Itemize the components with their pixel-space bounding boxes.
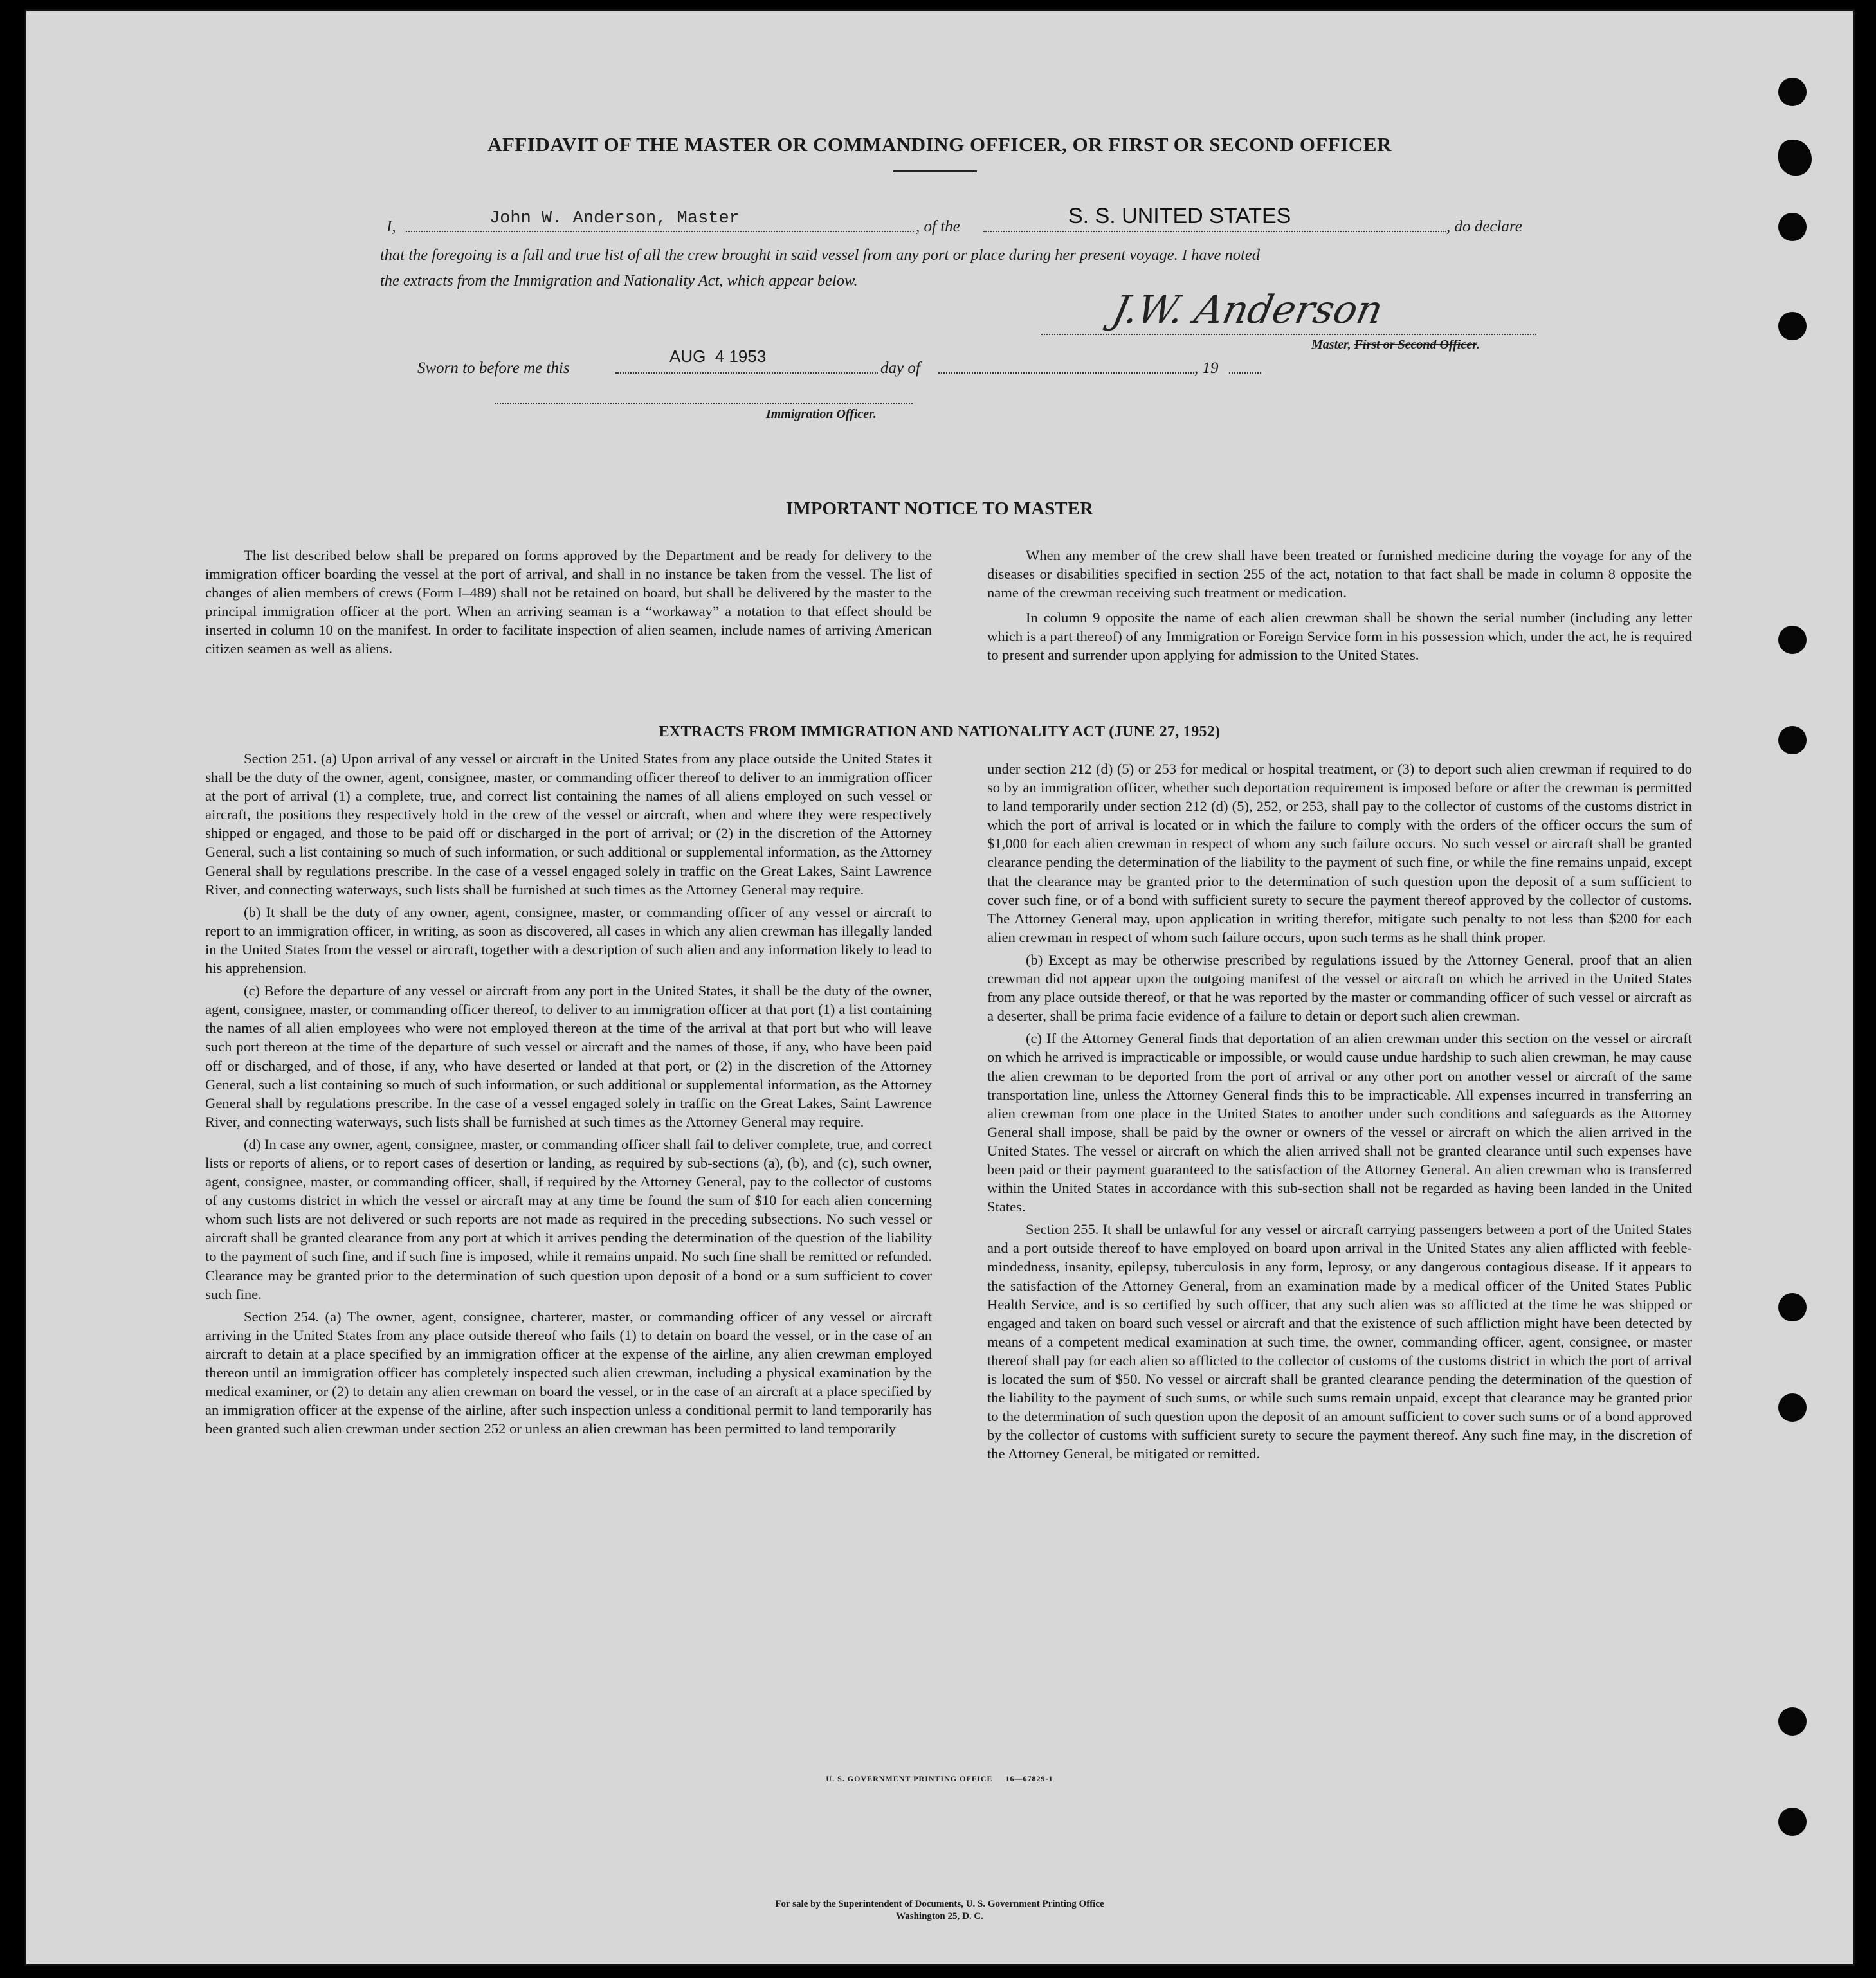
extract-paragraph: (c) If the Attorney General finds that deportation of an alien crewman under this section on the vessel or aircraft on which he arrived is impracticable or impossible, or would cause undue hardship to such alien crewman, he may cause the alien crewman to be deported from the port of arrival or any other port on another vessel or aircraft of the same transportation line, unless the Attorney General finds this to be impracticable. All expenses incurred in transferring an alien crewman from one place in the United States to another under such conditions and safeguards as the Attorney General shall impose, shall be paid by the owner or owners of the vessel or aircraft on which the alien arrived in the United States. The vessel or aircraft on which the alien arrived shall not be granted clearance until such expenses have been paid or their payment guaranteed to the satisfaction of the Attorney General. An alien crewman who is transferred within the United States in accordance with this sub-section shall not be regarded as having been landed in the United States. (987, 1030, 1692, 1215)
month-line (938, 372, 1194, 374)
notice-right-paragraph-2: In column 9 opposite the name of each alien crewman shall be shown the serial number (including any letter which is a part thereof) of any Immigration or Foreign Service form in his possession which, under the act, he is required to present and surrender upon applying for admission to the United States. (987, 610, 1692, 664)
extract-paragraph: under section 212 (d) (5) or 253 for medical or hospital treatment, or (3) to deport such alien crewman if required to do so by an immigration officer, whether such deportation requirement is imposed before or after the crewman is permitted to land temporarily under section 212 (d) (5), 252, or 253, shall pay to the collector of customs of the customs district in which the port of arrival is located or in which the failure to comply with the orders of the officer occurs the sum of $1,000 for each alien crewman in respect of whom any such failure occurs. No such vessel or aircraft shall be granted clearance pending the determination of the liability to the payment of such fine, or while the fine remains unpaid, except that the clearance may be granted prior to the determination of such question upon the deposit of a sum sufficient to cover such fine, or of a bond with sufficient surety to secure the payment thereof approved by the collector of customs. The Attorney General may, upon application in writing therefor, mitigate such penalty to not less than $200 for each alien crewman in respect of whom such failure occurs, upon such terms as he shall think proper. (987, 761, 1692, 945)
extract-paragraph: (d) In case any owner, agent, consignee, master, or commanding officer shall fail to deliver complete, true, and correct lists or reports of aliens, or to report cases of desertion or landing, as required by sub-sections (a), (b), and (c), such owner, agent, consignee, master, or commanding officer, shall, if required by the Attorney General, pay to the collector of customs of any customs district in which the vessel or aircraft may at any time be found the sum of $10 for each alien concerning whom such lists are not delivered or such reports are not made as required in the preceding subsections. No such vessel or aircraft shall be granted clearance from any port at which it arrives pending the determination of the question of the liability to the payment of such fine, and if such fine is imposed, while it remains unpaid. No such fine shall be remitted or refunded. Clearance may be granted prior to the determination of such question upon deposit of a bond or a sum sufficient to cover such fine. (205, 1136, 932, 1302)
statement-line-2: the extracts from the Immigration and Nationality Act, which appear below. (380, 272, 858, 289)
extract-paragraph: (b) It shall be the duty of any owner, agent, consignee, master, or commanding officer of any vessel or aircraft to report to an immigration officer, in writing, as soon as discovered, all cases in which any alien crewman has illegally landed in the United States from the vessel or aircraft, together with a description of such alien and any information likely to lead to his apprehension. (205, 903, 932, 977)
do-declare-label: , do declare (1446, 218, 1522, 235)
declarant-name: John W. Anderson, Master (489, 209, 740, 228)
punch-hole (1778, 626, 1807, 654)
notice-right-column (987, 546, 1692, 665)
punch-hole (1778, 1393, 1807, 1422)
notice-title: IMPORTANT NOTICE TO MASTER (786, 498, 1093, 519)
extract-paragraph: Section 254. (a) The owner, agent, consignee, charterer, master, or commanding officer of any vessel or aircraft arriving in the United States from any place outside thereof who fails (1) to detain on board the vessel, or in the case of an aircraft to detain at a place specified by an immigration officer at the expense of the airline, any alien crewman employed thereon until an immigration officer has completely inspected such alien crewman, including a physical examination by the medical examiner, or (2) to detain any alien crewman on board the vessel, or in the case of an aircraft at a place specified by an immigration officer at the expense of the airline, after such inspection unless a conditional permit to land temporarily has been granted such alien crewman under section 252 or unless an alien crewman has been permitted to land temporarily (205, 1308, 932, 1437)
date-stamp: AUG 4 1953 (669, 347, 767, 366)
sworn-label: Sworn to before me this (417, 359, 570, 377)
vessel-line (983, 231, 1446, 232)
punch-hole (1778, 213, 1807, 241)
struck-officer-label: First or Second Officer (1354, 338, 1477, 352)
i-label: I, (387, 218, 396, 235)
signature-line (1041, 334, 1536, 335)
notice-left-column (205, 546, 932, 658)
master-label-end: . (1476, 338, 1480, 352)
master-signature: J.W. Anderson (1108, 287, 1387, 332)
punch-hole (1778, 1707, 1807, 1736)
extract-paragraph: (c) Before the departure of any vessel or aircraft from any port in the United States, it shall be the duty of the owner, agent, consignee, master, or commanding officer thereof, to deliver to an immigration officer at that port (1) a list containing the names of all alien employees who were not employed thereon at the time of the arrival at that port but who will leave such port thereon at the time of the departure of such vessel or aircraft and the names of those, if any, who have been paid off or discharged, and of those, if any, who have deserted or landed at that port, or (2) in the discretion of the Attorney General, such a list containing so much of such information, or such additional or supplemental information, as the Attorney General shall by regulations prescribe. In the case of a vessel engaged solely in traffic on the Great Lakes, Saint Lawrence River, and connecting waterways, such lists shall be furnished at such times as the Attorney General may require. (205, 983, 932, 1130)
year-line (1229, 372, 1261, 374)
statement-line-1: that the foregoing is a full and true list of all the crew brought in said vessel from any port or place during her present voyage. I have noted (380, 246, 1260, 264)
notice-left-paragraph: The list described below shall be prepared on forms approved by the Department and be ready for delivery to the immigration officer boarding the vessel at the port of arrival, and shall in no instance be taken from the vessel. The list of changes of alien members of crews (Form I–489) shall not be retained on board, but shall be delivered by the master to the principal immigration officer at the port. When an arriving seaman is a “workaway” a notation to that effect should be inserted in column 10 on the manifest. In order to facilitate inspection of alien seamen, include names of arriving American citizen seamen as well as aliens. (205, 547, 932, 657)
master-label: Master, (1311, 338, 1351, 352)
printing-office-imprint: U. S. GOVERNMENT PRINTING OFFICE 16—67829-1 (826, 1774, 1053, 1783)
document-page (24, 9, 1855, 1966)
extract-paragraph: (b) Except as may be otherwise prescribed by regulations issued by the Attorney General, proof that an alien crewman did not appear upon the outgoing manifest of the vessel or aircraft on which he arrived in the United States from any place outside thereof, or that he was reported by the master or commanding officer of such vessel or aircraft as a deserter, shall be prima facie evidence of a failure to detain or deport such alien crewman. (987, 951, 1692, 1024)
extracts-title: EXTRACTS FROM IMMIGRATION AND NATIONALITY ACT (JUNE 27, 1952) (659, 723, 1221, 740)
declarant-line (406, 231, 914, 232)
extract-paragraph: Section 251. (a) Upon arrival of any vessel or aircraft in the United States from any place outside the United States it shall be the duty of the owner, agent, consignee, master, or commanding officer thereof to deliver to an immigration officer at the port of arrival (1) a complete, true, and correct list containing the names of all aliens employed on such vessel or aircraft, the positions they respectively hold in the crew of the vessel or aircraft, when and where they were respectively shipped or engaged, and those to be paid off or discharged in the port of arrival; or (2) in the discretion of the Attorney General, such a list containing so much of such information, or such additional or supplemental information, as the Attorney General shall by regulations prescribe. In the case of a vessel engaged solely in traffic on the Great Lakes, Saint Lawrence River, and connecting waterways, such lists shall be furnished at such times as the Attorney General may require. (205, 750, 932, 898)
punch-hole (1778, 1808, 1807, 1836)
footer-line-1: For sale by the Superintendent of Documents, U. S. Government Printing Office (775, 1899, 1104, 1909)
extracts-left-column (205, 749, 932, 1438)
footer-line-2: Washington 25, D. C. (896, 1911, 983, 1921)
punch-hole (1778, 1293, 1807, 1321)
punch-hole (1778, 312, 1807, 340)
sworn-date-line (615, 372, 878, 374)
vessel-name: S. S. UNITED STATES (1068, 204, 1291, 228)
of-the-label: , of the (916, 218, 960, 235)
day-of-label: day of (880, 359, 920, 377)
officer-label: Immigration Officer. (766, 407, 877, 421)
punch-hole (1778, 78, 1807, 106)
sale-footer (26, 1898, 1853, 1923)
title-rule (893, 170, 977, 172)
extracts-right-column (987, 759, 1692, 1463)
notice-right-paragraph-1: When any member of the crew shall have been treated or furnished medicine during the voyage for any of the diseases or disabilities specified in section 255 of the act, notation to that fact shall be made in column 8 opposite the name of the crewman receiving such treatment or medication. (987, 547, 1692, 601)
officer-line (495, 403, 913, 404)
extract-paragraph: Section 255. It shall be unlawful for any vessel or aircraft carrying passengers between a port of the United States and a port outside thereof to have employed on board upon arrival in the United States any alien afflicted with feeble-mindedness, insanity, epilepsy, tuberculosis in any form, leprosy, or any dangerous contagious disease. If it appears to the satisfaction of the Attorney General, from an examination made by a medical officer of the United States Public Health Service, and is so certified by such officer, that any such alien was so afflicted at the time he was shipped or engaged and taken on board such vessel or aircraft and that the existence of such affliction might have been detected by means of a competent medical examination at such time, the owner, commanding officer, agent, consignee, or master thereof shall pay for each alien so afflicted to the collector of customs of the customs district in which the port of arrival is located the sum of $50. No vessel or aircraft shall be granted clearance pending the determination of the question of the liability to the payment of such sums, or while such sums remain unpaid, except that clearance may be granted prior to the determination of such question upon the deposit of an amount sufficient to cover such sums or of a bond approved by the collector of customs with sufficient surety to secure the payment thereof. Any such fine may, in the discretion of the Attorney General, be mitigated or remitted. (987, 1221, 1692, 1462)
affidavit-title: AFFIDAVIT OF THE MASTER OR COMMANDING OFFICER, OR FIRST OR SECOND OFFICER (487, 133, 1392, 156)
signature-caption (1311, 338, 1480, 352)
year-label: , 19 (1194, 359, 1219, 377)
